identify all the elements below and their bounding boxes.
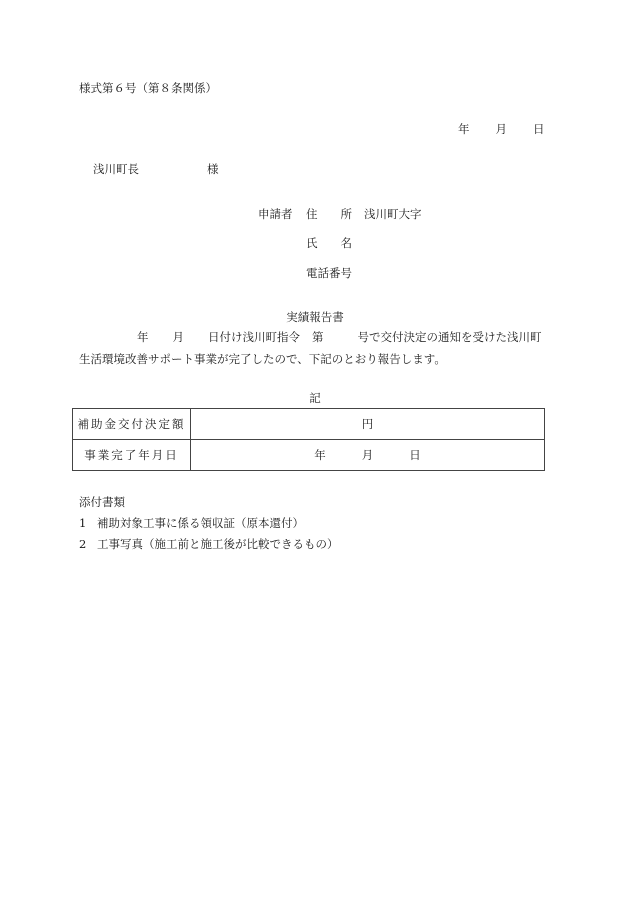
applicant-label: 申請者 (258, 207, 293, 221)
subsidy-amount-value: 円 (191, 409, 545, 440)
subsidy-amount-label: 補助金交付決定額 (73, 409, 191, 440)
body-day-text: 日付け浅川町指令 (208, 330, 300, 344)
body-line-1 (79, 332, 542, 344)
attachment-item (79, 539, 339, 551)
attachment-number: 2 (79, 537, 87, 551)
name-label: 氏 名 (306, 236, 352, 250)
body-year: 年 (137, 330, 149, 344)
attachments-title: 添付書類 (79, 495, 125, 509)
addressee (93, 164, 219, 176)
attachment-text: 工事写真（施工前と施工後が比較できるもの） (97, 537, 339, 551)
attachment-item (79, 518, 304, 530)
address-value: 浅川町大字 (364, 207, 422, 221)
completion-day: 日 (409, 448, 421, 462)
table-row (73, 409, 545, 440)
completion-year: 年 (314, 448, 326, 462)
body-month: 月 (172, 330, 184, 344)
attachment-text: 補助対象工事に係る領収証（原本還付） (97, 516, 304, 530)
date-year: 年 (458, 122, 470, 136)
phone-label: 電話番号 (306, 266, 352, 280)
address-label: 住 所 (306, 207, 352, 221)
body-rest: 号で交付決定の通知を受けた浅川町 (357, 330, 542, 344)
date-month: 月 (495, 122, 507, 136)
ki-heading: 記 (309, 391, 321, 405)
attachment-number: 1 (79, 516, 87, 530)
addressee-name: 浅川町長 (93, 162, 139, 176)
submission-date (458, 124, 545, 136)
record-table (72, 408, 545, 471)
addressee-honorific: 様 (207, 162, 219, 176)
completion-month: 月 (361, 448, 374, 462)
body-dai: 第 (312, 330, 324, 344)
form-number: 様式第６号（第８条関係） (79, 81, 217, 95)
date-day: 日 (533, 122, 545, 136)
document-title: 実績報告書 (286, 310, 344, 324)
body-line-2: 生活環境改善サポート事業が完了したので、下記のとおり報告します。 (79, 352, 446, 366)
completion-date-label: 事業完了年月日 (73, 440, 191, 471)
table-row (73, 440, 545, 471)
completion-date-value (191, 440, 545, 471)
